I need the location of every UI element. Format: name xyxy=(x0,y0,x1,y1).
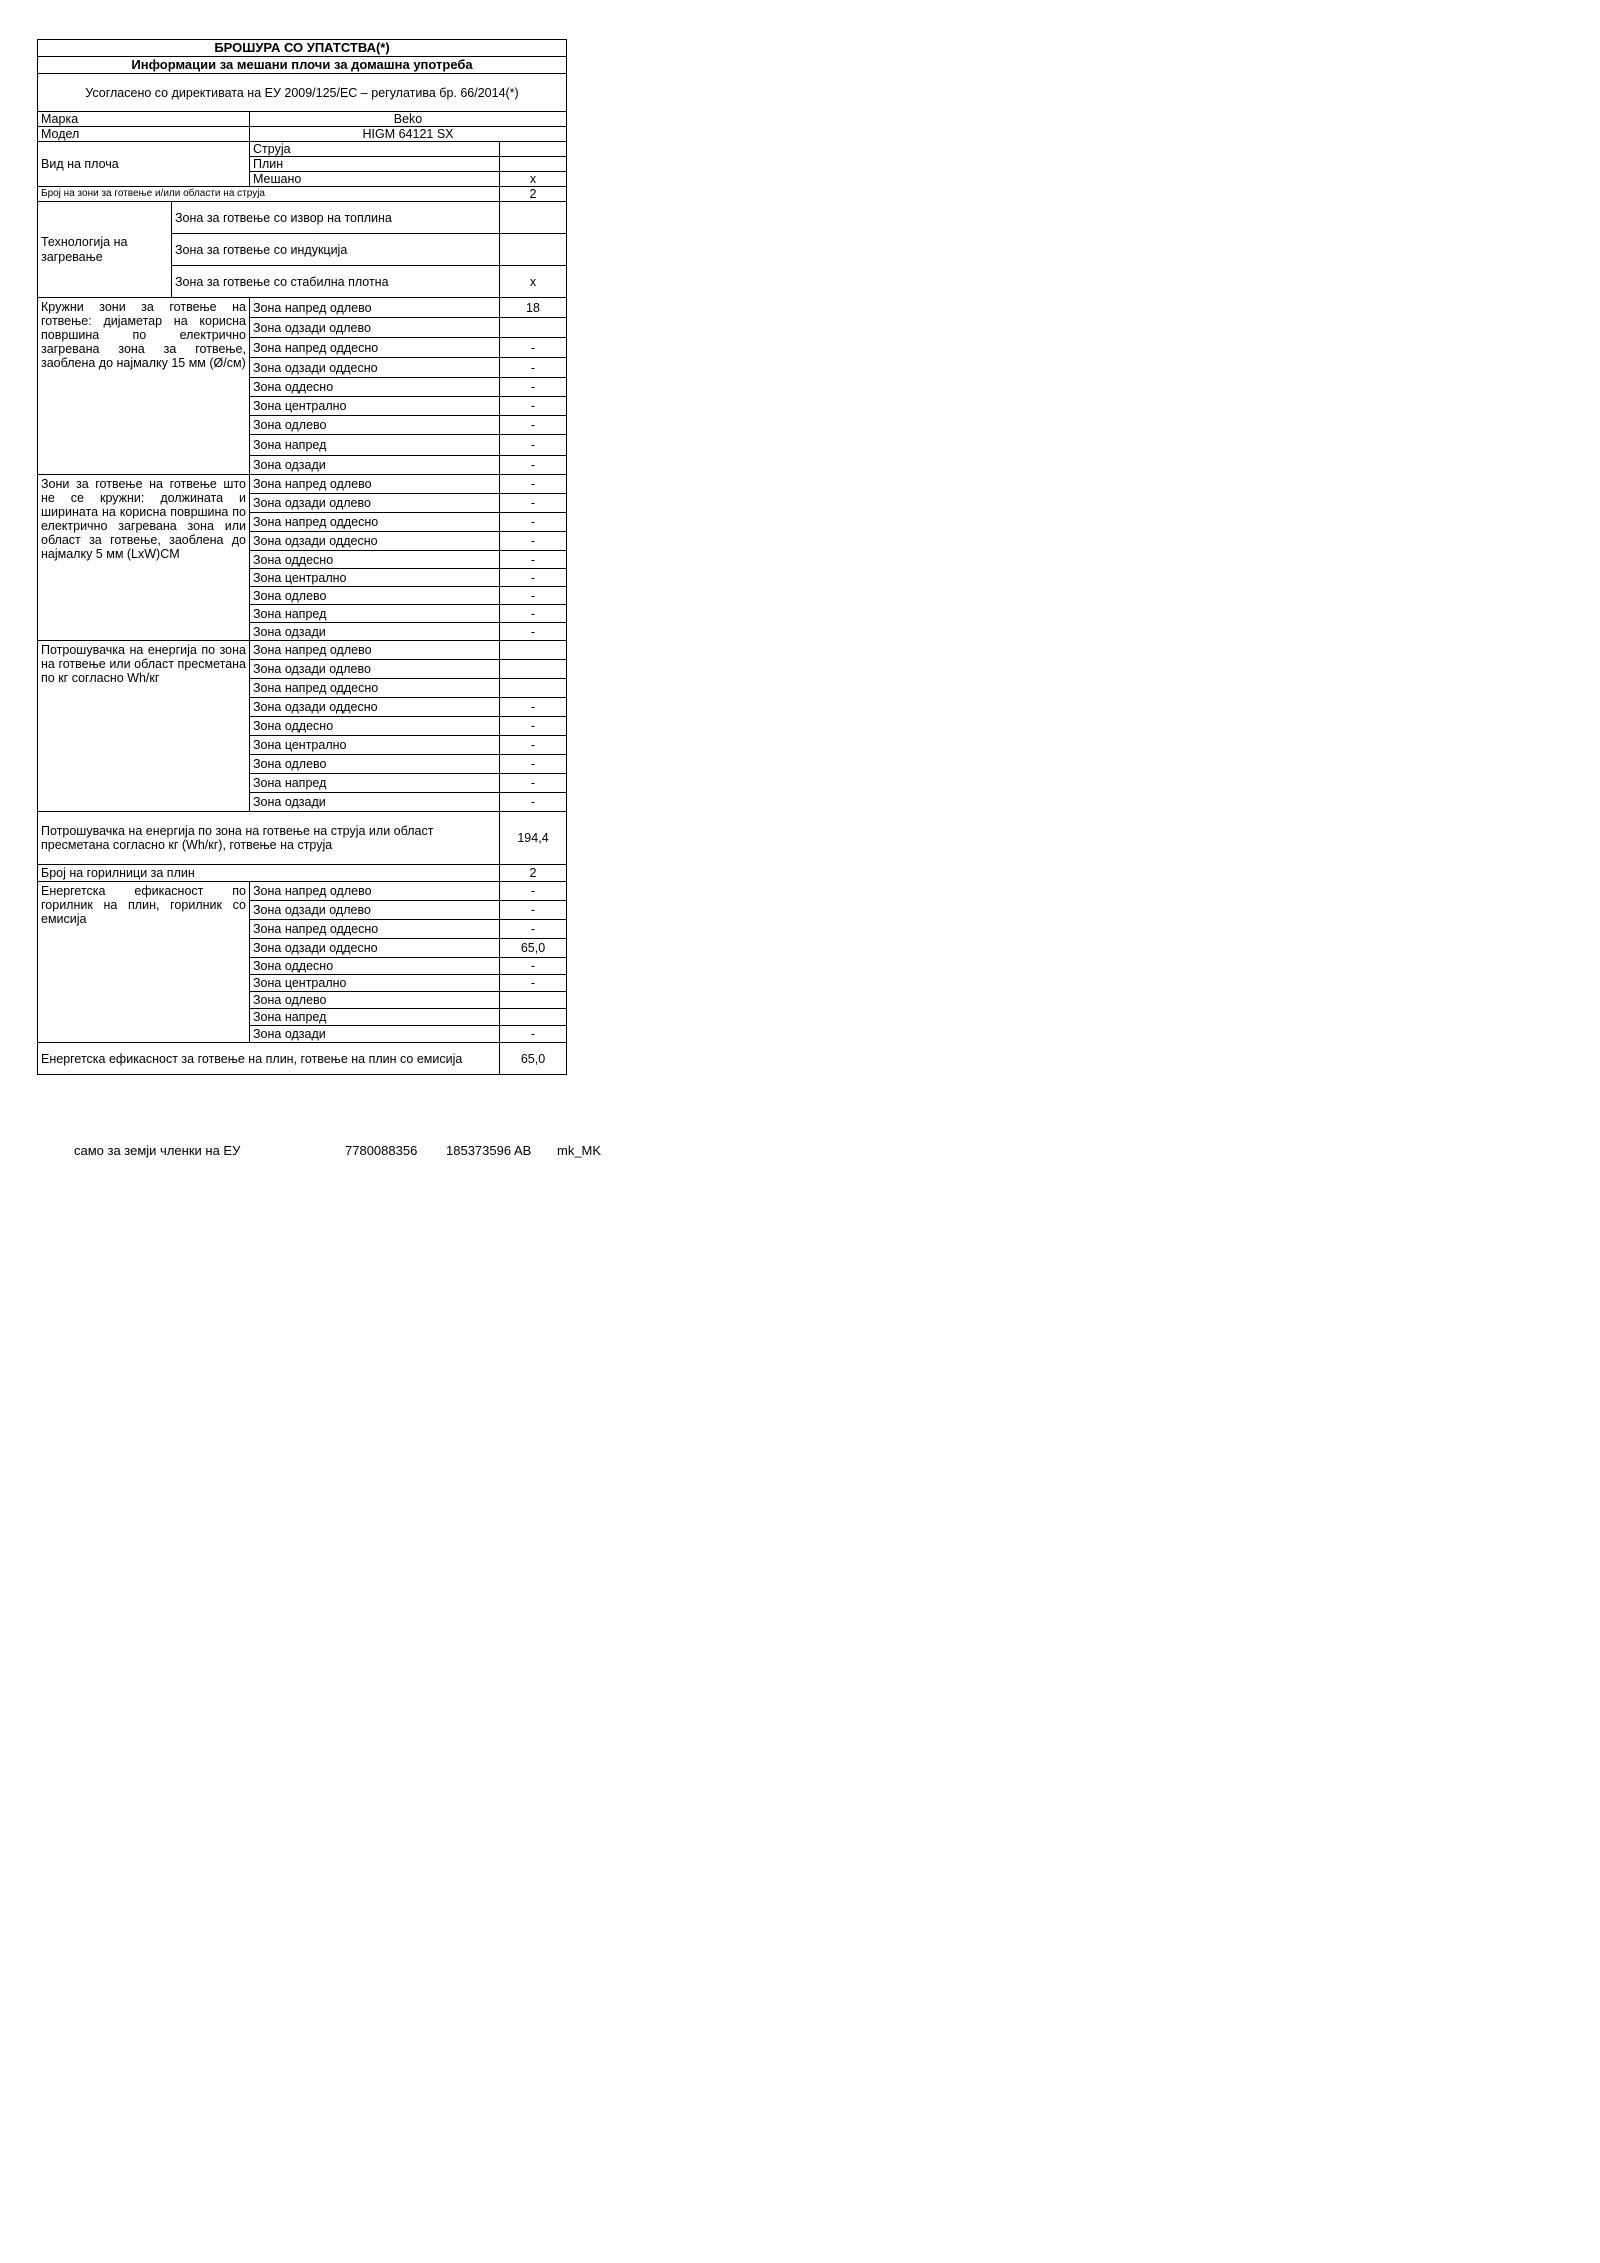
hob-type-value: x xyxy=(500,172,567,187)
zone-name: Зона напред xyxy=(250,774,500,793)
zone-value: - xyxy=(500,532,567,551)
zone-name: Зона оддесно xyxy=(250,717,500,736)
zone-value: - xyxy=(500,397,567,416)
zone-name: Зона напред xyxy=(250,435,500,456)
zone-value: - xyxy=(500,378,567,397)
hob-type-option: Плин xyxy=(250,157,500,172)
zone-name: Зона централно xyxy=(250,975,500,992)
heating-technology-option: Зона за готвење со стабилна плотна xyxy=(172,266,500,298)
heating-technology-option: Зона за готвење со индукција xyxy=(172,234,500,266)
zone-name: Зона одзади xyxy=(250,1026,500,1043)
model-value: HIGM 64121 SX xyxy=(250,127,567,142)
zone-value: - xyxy=(500,1026,567,1043)
zone-value: - xyxy=(500,975,567,992)
document-subtitle: Информации за мешани плочи за домашна употреба xyxy=(38,57,567,74)
electric-zones-count-value: 2 xyxy=(500,187,567,202)
zone-name: Зона напред оддесно xyxy=(250,513,500,532)
zone-value xyxy=(500,1009,567,1026)
zone-value: - xyxy=(500,958,567,975)
zone-name: Зона одлево xyxy=(250,587,500,605)
zone-value: - xyxy=(500,920,567,939)
zone-value: - xyxy=(500,435,567,456)
zone-name: Зона оддесно xyxy=(250,958,500,975)
zone-name: Зона одлево xyxy=(250,416,500,435)
zone-value: - xyxy=(500,475,567,494)
zone-name: Зона напред оддесно xyxy=(250,920,500,939)
brand-value: Beko xyxy=(250,112,567,127)
zone-name: Зона оддесно xyxy=(250,378,500,397)
noncircular-zones-label: Зони за готвење на готвење што не се кружни: должината и ширината на корисна површина по електрично загревана зона или област за готвење, заоблена до најмалку 5 мм (LxW)CM xyxy=(38,475,250,641)
zone-name: Зона напред одлево xyxy=(250,641,500,660)
zone-value: - xyxy=(500,698,567,717)
circular-zones-label: Кружни зони за готвење на готвење: дијаметар на корисна површина по електрично загревана зона за готвење, заоблена до најмалку 15 мм (Ø/см) xyxy=(38,298,250,475)
hob-type-value xyxy=(500,142,567,157)
zone-name: Зона одзади одлево xyxy=(250,901,500,920)
zone-name: Зона одзади xyxy=(250,456,500,475)
zone-value: - xyxy=(500,416,567,435)
zone-value: - xyxy=(500,736,567,755)
heating-technology-value xyxy=(500,202,567,234)
compliance-note: Усогласено со директивата на ЕУ 2009/125/EC – регулатива бр. 66/2014(*) xyxy=(38,74,567,112)
zone-name: Зона одзади оддесно xyxy=(250,939,500,958)
gas-efficiency-total-label: Енергетска ефикасност за готвење на плин, готвење на плин со емисија xyxy=(38,1043,500,1075)
document-title: БРОШУРА СО УПАТСТВА(*) xyxy=(38,40,567,57)
zone-name: Зона напред xyxy=(250,605,500,623)
zone-value: - xyxy=(500,605,567,623)
zone-row xyxy=(38,882,567,901)
zone-name: Зона одлево xyxy=(250,755,500,774)
heating-technology-value: x xyxy=(500,266,567,298)
zone-name: Зона одзади одлево xyxy=(250,318,500,338)
brand-label: Марка xyxy=(38,112,250,127)
zone-row xyxy=(38,298,567,318)
zone-name: Зона одзади одлево xyxy=(250,660,500,679)
electric-zones-count-label: Број на зони за готвење и/или области на струја xyxy=(38,187,500,202)
gas-burners-count-value: 2 xyxy=(500,865,567,882)
zone-name: Зона централно xyxy=(250,569,500,587)
zone-name: Зона одзади оддесно xyxy=(250,532,500,551)
zone-name: Зона оддесно xyxy=(250,551,500,569)
footer-code-1: 7780088356 xyxy=(345,1143,418,1158)
gas-efficiency-total-value: 65,0 xyxy=(500,1043,567,1075)
hob-type-value xyxy=(500,157,567,172)
zone-value: - xyxy=(500,901,567,920)
zone-name: Зона напред xyxy=(250,1009,500,1026)
gas-burners-count-label: Број на горилници за плин xyxy=(38,865,500,882)
zone-value: - xyxy=(500,494,567,513)
hob-type-label: Вид на плоча xyxy=(38,142,250,187)
zone-name: Зона одзади xyxy=(250,793,500,812)
electric-energy-total-label: Потрошувачка на енергија по зона на готвење на струја или област пресметана согласно кг (Wh/кг), готвење на струја xyxy=(38,812,500,865)
zone-value: - xyxy=(500,882,567,901)
zone-value: - xyxy=(500,774,567,793)
zone-value: - xyxy=(500,551,567,569)
gas-efficiency-total-row xyxy=(38,1043,567,1075)
zone-name: Зона одлево xyxy=(250,992,500,1009)
footer-code-2: 185373596 AB xyxy=(446,1143,532,1158)
zone-name: Зона одзади оддесно xyxy=(250,358,500,378)
zone-value xyxy=(500,679,567,698)
zone-value xyxy=(500,660,567,679)
zone-value: - xyxy=(500,569,567,587)
zone-name: Зона одзади xyxy=(250,623,500,641)
zone-value: 65,0 xyxy=(500,939,567,958)
zone-name: Зона напред одлево xyxy=(250,298,500,318)
zone-name: Зона централно xyxy=(250,397,500,416)
zone-value xyxy=(500,992,567,1009)
fiche-table xyxy=(37,39,567,1075)
model-label: Модел xyxy=(38,127,250,142)
zone-value: - xyxy=(500,623,567,641)
hob-type-option: Струја xyxy=(250,142,500,157)
footer-locale: mk_MK xyxy=(557,1143,602,1158)
zone-name: Зона напред одлево xyxy=(250,882,500,901)
heating-technology-label: Технологија на загревање xyxy=(38,202,172,298)
zone-value: - xyxy=(500,717,567,736)
zone-value: - xyxy=(500,513,567,532)
zone-value: - xyxy=(500,358,567,378)
zone-name: Зона одзади оддесно xyxy=(250,698,500,717)
zone-name: Зона централно xyxy=(250,736,500,755)
zone-value: - xyxy=(500,456,567,475)
zone-value: - xyxy=(500,587,567,605)
heating-technology-value xyxy=(500,234,567,266)
electric-energy-total-value: 194,4 xyxy=(500,812,567,865)
energy-per-zone-label: Потрошувачка на енергија по зона на готвење или област пресметана по кг согласно Wh/кг xyxy=(38,641,250,812)
zone-row xyxy=(38,641,567,660)
zone-value: - xyxy=(500,793,567,812)
zone-value: - xyxy=(500,338,567,358)
zone-name: Зона напред одлево xyxy=(250,475,500,494)
footer-note: само за земји членки на ЕУ xyxy=(74,1143,241,1158)
gas-efficiency-label: Енергетска ефикасност по горилник на плин, горилник со емисија xyxy=(38,882,250,1043)
zone-value: 18 xyxy=(500,298,567,318)
zone-value xyxy=(500,318,567,338)
footer xyxy=(74,1143,603,1159)
zone-name: Зона напред оддесно xyxy=(250,679,500,698)
hob-type-option: Мешано xyxy=(250,172,500,187)
zone-name: Зона напред оддесно xyxy=(250,338,500,358)
zone-value xyxy=(500,641,567,660)
heating-technology-option: Зона за готвење со извор на топлина xyxy=(172,202,500,234)
product-fiche xyxy=(37,39,602,1158)
electric-energy-total-row xyxy=(38,812,567,865)
zone-value: - xyxy=(500,755,567,774)
zone-row xyxy=(38,475,567,494)
gas-burners-count-row xyxy=(38,865,567,882)
zone-name: Зона одзади одлево xyxy=(250,494,500,513)
